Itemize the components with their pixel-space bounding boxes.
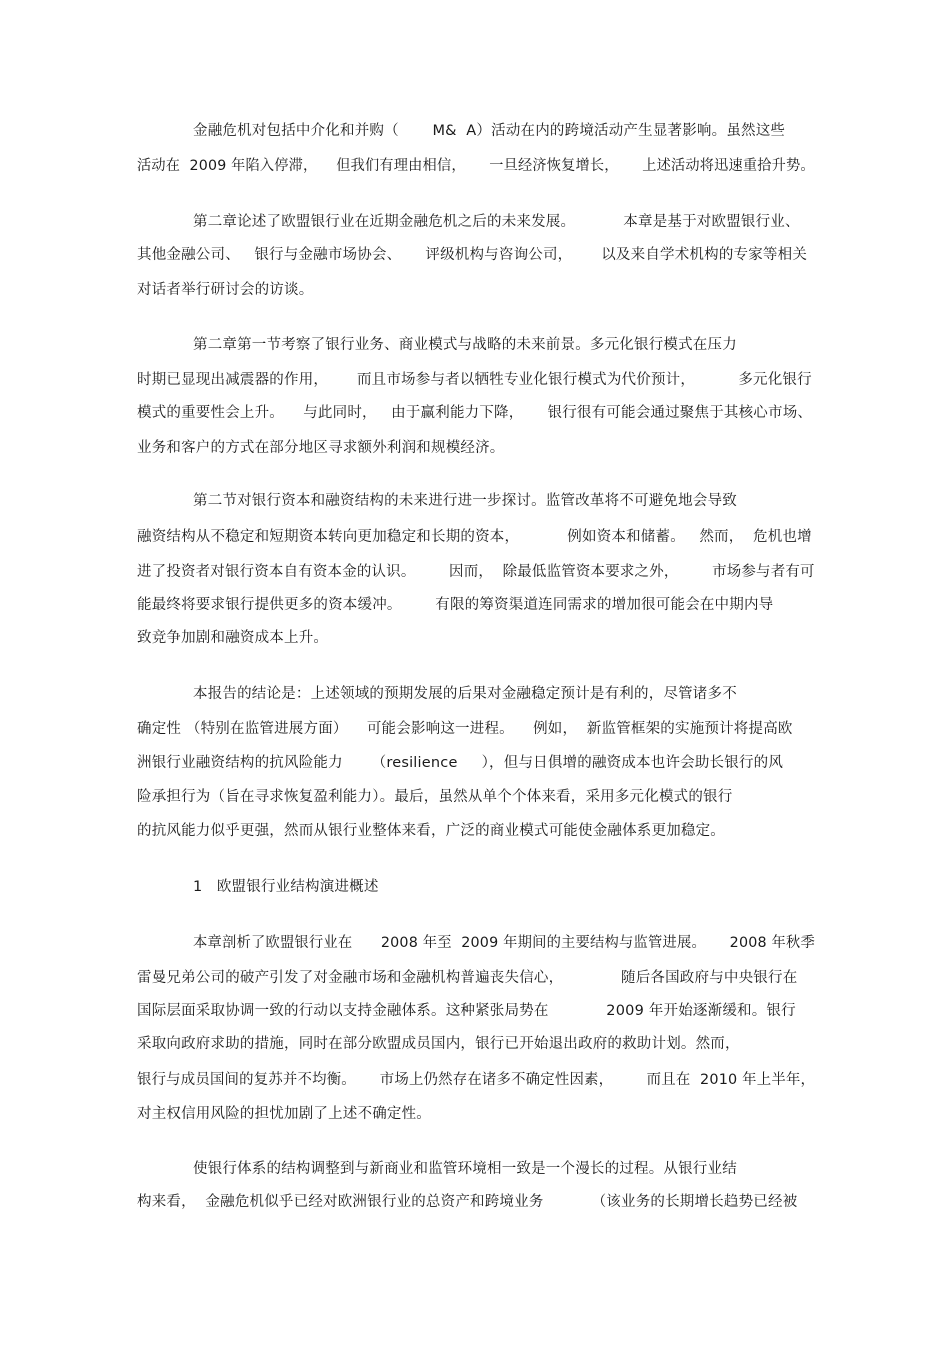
section-heading: 1 欧盟银行业结构演进概述 [193,879,379,895]
text-line: 第二节对银行资本和融资结构的未来进行进一步探讨。监管改革将不可避免地会导致 [193,493,737,509]
text-line: 第二章第一节考察了银行业务、商业模式与战略的未来前景。多元化银行模式在压力 [193,337,737,353]
text-line: 确定性 （特别在监管进展方面） 可能会影响这一进程。 例如， 新监管框架的实施预计将提高欧 [137,721,793,737]
text-line: 融资结构从不稳定和短期资本转向更加稳定和长期的资本， 例如资本和储蓄。 然而， 危机也增 [137,529,812,545]
text-line: 构来看， 金融危机似乎已经对欧洲银行业的总资产和跨境业务 （该业务的长期增长趋势已经被 [137,1194,798,1210]
text-line: 的抗风能力似乎更强，然而从银行业整体来看，广泛的商业模式可能使金融体系更加稳定。 [137,823,725,839]
text-line: 国际层面采取协调一致的行动以支持金融体系。这种紧张局势在 2009 年开始逐渐缓和。银行 [137,1003,796,1019]
text-line: 对话者举行研讨会的访谈。 [137,282,314,298]
text-line: 金融危机对包括中介化和并购（ M& A）活动在内的跨境活动产生显著影响。虽然这些 [193,123,786,139]
text-line: 模式的重要性会上升。 与此同时， 由于赢利能力下降， 银行很有可能会通过聚焦于其核心市场、 [137,405,813,421]
text-line: 时期已显现出减震器的作用， 而且市场参与者以牺牲专业化银行模式为代价预计， 多元化银行 [137,372,812,388]
text-line: 采取向政府求助的措施，同时在部分欧盟成员国内，银行已开始退出政府的救助计划。然而， [137,1036,740,1052]
text-line: 雷曼兄弟公司的破产引发了对金融市场和金融机构普遍丧失信心， 随后各国政府与中央银行在 [137,970,798,986]
text-line: 能最终将要求银行提供更多的资本缓冲。 有限的筹资渠道连同需求的增加很可能会在中期内导 [137,597,774,613]
text-line: 其他金融公司、 银行与金融市场协会、 评级机构与咨询公司， 以及来自学术机构的专家等相关 [137,247,808,263]
text-line: 本报告的结论是：上述领域的预期发展的后果对金融稳定预计是有利的，尽管诸多不 [193,686,737,702]
text-line: 本章剖析了欧盟银行业在 2008 年至 2009 年期间的主要结构与监管进展。 2008 年秋季 [193,935,816,951]
text-line: 险承担行为（旨在寻求恢复盈利能力）。最后，虽然从单个个体来看，采用多元化模式的银行 [137,789,733,805]
text-line: 使银行体系的结构调整到与新商业和监管环境相一致是一个漫长的过程。从银行业结 [193,1161,737,1177]
text-line: 业务和客户的方式在部分地区寻求额外利润和规模经济。 [137,440,505,456]
text-line: 洲银行业融资结构的抗风险能力 （resilience ），但与日俱增的融资成本也许会助长银行的风 [137,755,784,771]
text-line: 进了投资者对银行资本自有资本金的认识。 因而， 除最低监管资本要求之外， 市场参与者有可 [137,564,815,580]
text-line: 活动在 2009 年陷入停滞， 但我们有理由相信， 一旦经济恢复增长， 上述活动将迅速重拾升势。 [137,158,815,174]
text-line: 致竞争加剧和融资成本上升。 [137,630,329,646]
text-line: 对主权信用风险的担忧加剧了上述不确定性。 [137,1106,431,1122]
text-line: 第二章论述了欧盟银行业在近期金融危机之后的未来发展。 本章是基于对欧盟银行业、 [193,214,800,230]
text-line: 银行与成员国间的复苏并不均衡。 市场上仍然存在诸多不确定性因素， 而且在 2010 年上半年， [137,1072,816,1088]
